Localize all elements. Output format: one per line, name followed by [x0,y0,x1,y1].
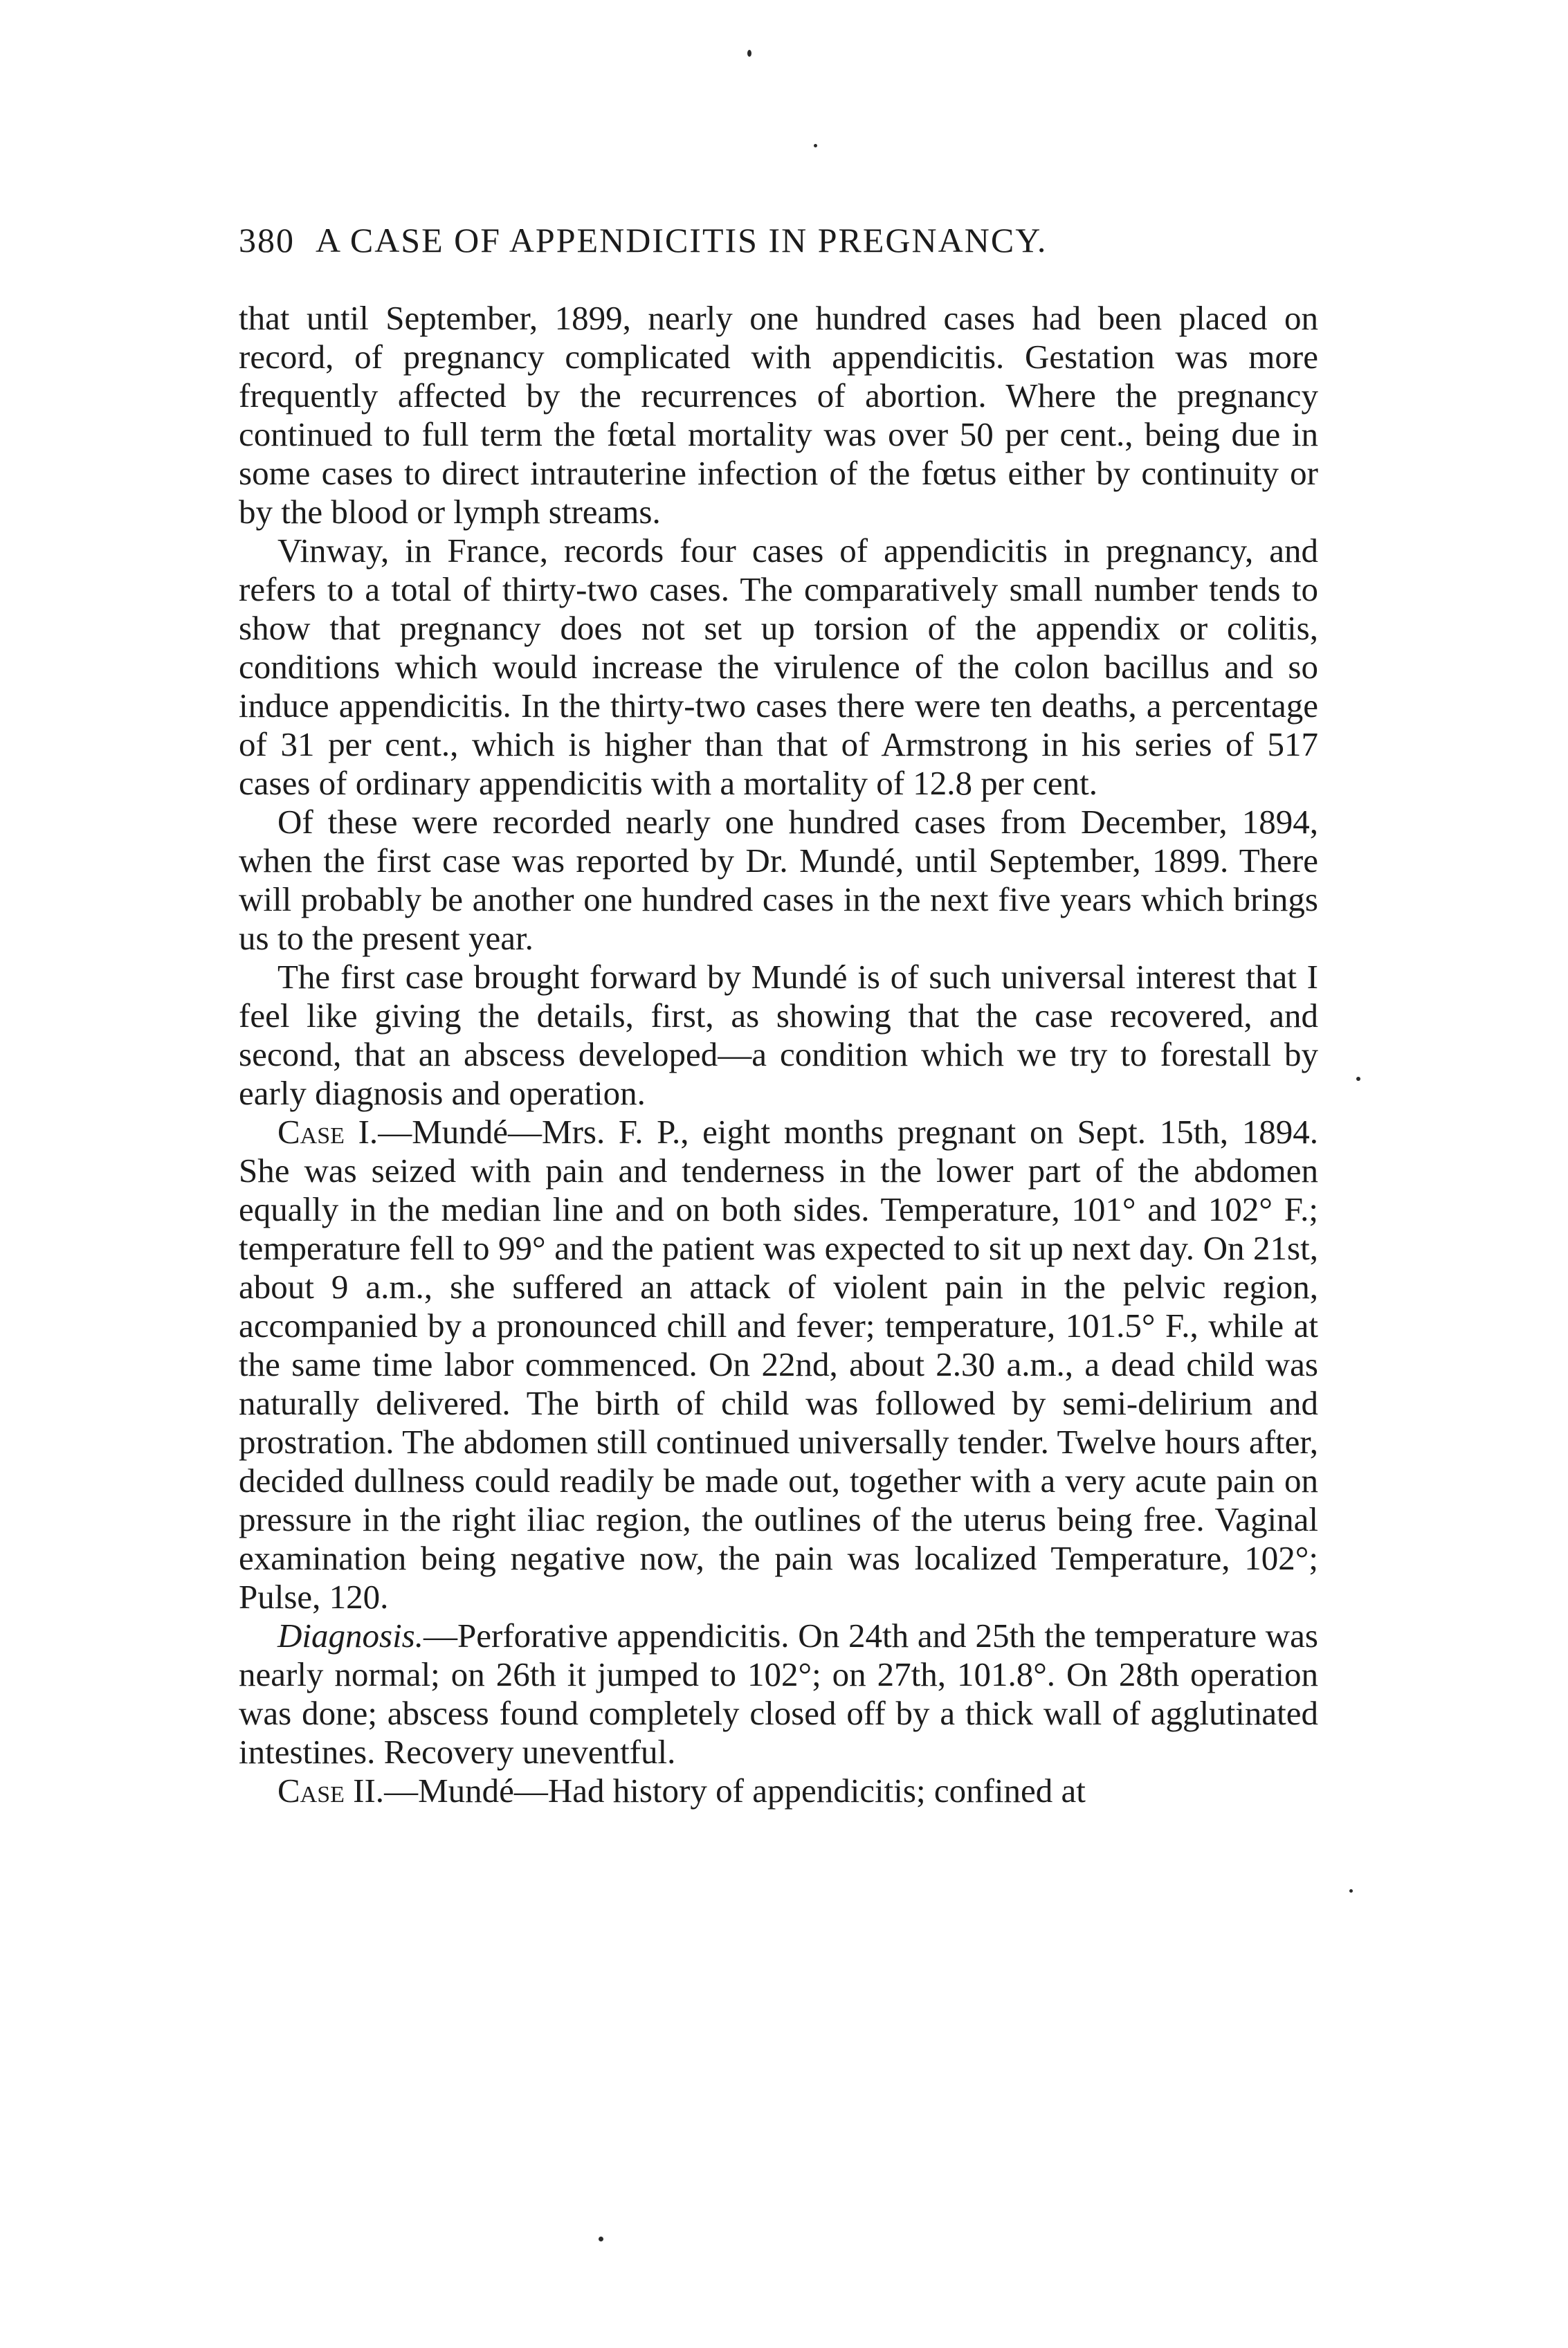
paragraph-vinway: Vinway, in France, records four cases of appendicitis in pregnancy, and refers to a total of thirty-two cases. The comparatively small number tends to show that pregnancy does not set up torsion of the appendix or colitis, conditions which would increase the virulence of the colon bacillus and so induce appendicitis. In the thirty-two cases there were ten deaths, a percentage of 31 per cent., which is higher than that of Armstrong in his series of 517 cases of ordinary appendicitis with a mortality of 12.8 per cent. [239,531,1318,802]
running-title: A CASE OF APPENDICITIS IN PREGNANCY. [316,221,1048,260]
case-2-text: —Mundé—Had history of appendicitis; confined at [384,1772,1086,1810]
scan-speck [599,2237,603,2241]
paragraph-continued: that until September, 1899, nearly one hundred cases had been placed on record, of pregnancy complicated with appendicitis. Gestation was more frequently affected by the recurrences of abortion. Where the pregnancy continued to full term the fœtal mortality was over 50 per cent., being due in some cases to direct intrauterine infection of the fœtus either by continuity or by the blood or lymph streams. [239,299,1318,531]
scan-speck [1356,1077,1360,1081]
case-1-text: —Mundé—Mrs. F. P., eight months pregnant on Sept. 15th, 1894. She was seized with pain and tenderness in the lower part of the abdomen equally in the median line and on both sides. Temperature, 101° and 102° F.; temperature fell to 99° and the patient was expected to sit up next day. On 21st, about 9 a.m., she suffered an attack of violent pain in the pelvic region, accompanied by a pronounced chill and fever; temperature, 101.5° F., while at the same time labor commenced. On 22nd, about 2.30 a.m., a dead child was naturally delivered. The birth of child was followed by semi-delirium and prostration. The abdomen still continued universally tender. Twelve hours after, decided dullness could readily be made out, together with a very acute pain on pressure in the right iliac region, the outlines of the uterus being free. Vaginal examination being negative now, the pain was localized Temperature, 102°; Pulse, 120. [239,1113,1319,1616]
scan-speck [1349,1889,1353,1893]
scan-speck [747,50,751,57]
body-text [239,299,1318,1810]
case-1-label: Case I. [277,1113,379,1151]
paragraph-case-2 [239,1772,1318,1810]
paragraph-first-case: The first case brought forward by Mundé is of such universal interest that I feel like giving the details, first, as showing that the case recovered, and second, that an abscess developed—a condition which we try to forestall by early diagnosis and operation. [239,958,1318,1112]
page-number: 380 [239,221,295,260]
paragraph-diagnosis [239,1617,1318,1772]
diagnosis-label: Diagnosis. [277,1617,424,1655]
scan-speck [814,144,817,147]
paragraph-case-1 [239,1113,1318,1617]
diagnosis-text: —Perforative appendicitis. On 24th and 25th the temperature was nearly normal; on 26th it jumped to 102°; on 27th, 101.8°. On 28th operation was done; abscess found completely closed off by a thick wall of agglutinated intestines. Recovery uneventful. [239,1617,1318,1771]
case-2-label: Case II. [277,1772,385,1810]
running-head [239,220,1318,260]
paragraph-recorded-cases: Of these were recorded nearly one hundred cases from December, 1894, when the first case was reported by Dr. Mundé, until September, 1899. There will probably be another one hundred cases in the next five years which brings us to the present year. [239,803,1318,957]
